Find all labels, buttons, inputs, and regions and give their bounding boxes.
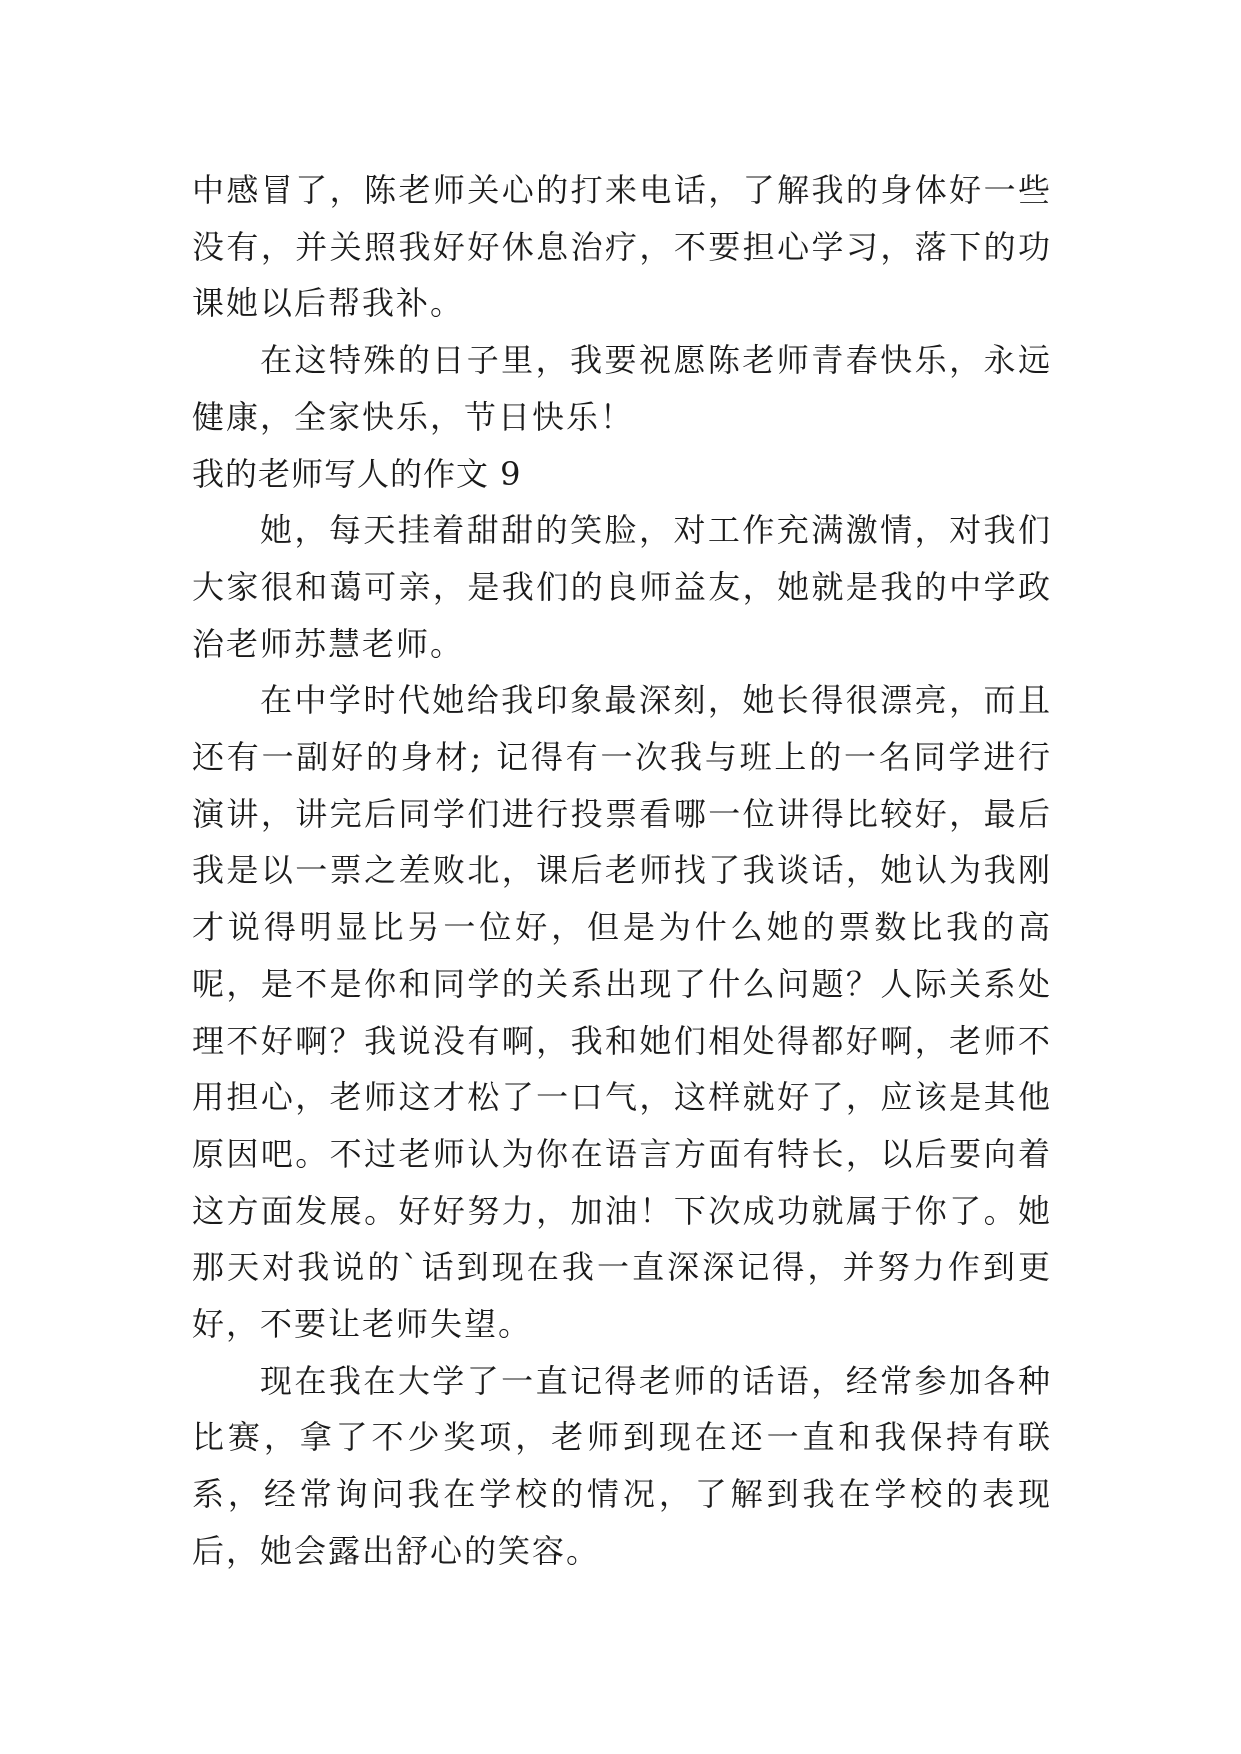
- paragraph: 在中学时代她给我印象最深刻，她长得很漂亮，而且还有一副好的身材; 记得有一次我与班上的一名同学进行演讲，讲完后同学们进行投票看哪一位讲得比较好，最后我是以一票之差败北，课后老师找了我谈话，她认为我刚才说得明显比另一位好，但是为什么她的票数比我的高呢，是不是你和同学的关系出现了什么问题？人际关系处理不好啊？我说没有啊，我和她们相处得都好啊，老师不用担心，老师这才松了一口气，这样就好了，应该是其他原因吧。不过老师认为你在语言方面有特长，以后要向着这方面发展。好好努力，加油！下次成功就属于你了。她那天对我说的`话到现在我一直深深记得，并努力作到更好，不要让老师失望。: [192, 681, 1052, 1344]
- paragraph: 现在我在大学了一直记得老师的话语，经常参加各种比赛，拿了不少奖项，老师到现在还一直和我保持有联系，经常询问我在学校的情况，了解到我在学校的表现后，她会露出舒心的笑容。: [192, 1361, 1052, 1570]
- paragraph: 她，每天挂着甜甜的笑脸，对工作充满激情，对我们大家很和蔼可亲，是我们的良师益友，她就是我的中学政治老师苏慧老师。: [192, 511, 1052, 663]
- document-page: [192, 162, 1052, 1580]
- section-title: 我的老师写人的作文 9: [192, 454, 522, 493]
- paragraph: 中感冒了，陈老师关心的打来电话，了解我的身体好一些没有，并关照我好好休息治疗，不要担心学习，落下的功课她以后帮我补。: [192, 171, 1052, 323]
- paragraph: 在这特殊的日子里，我要祝愿陈老师青春快乐，永远健康，全家快乐，节日快乐！: [192, 341, 1052, 436]
